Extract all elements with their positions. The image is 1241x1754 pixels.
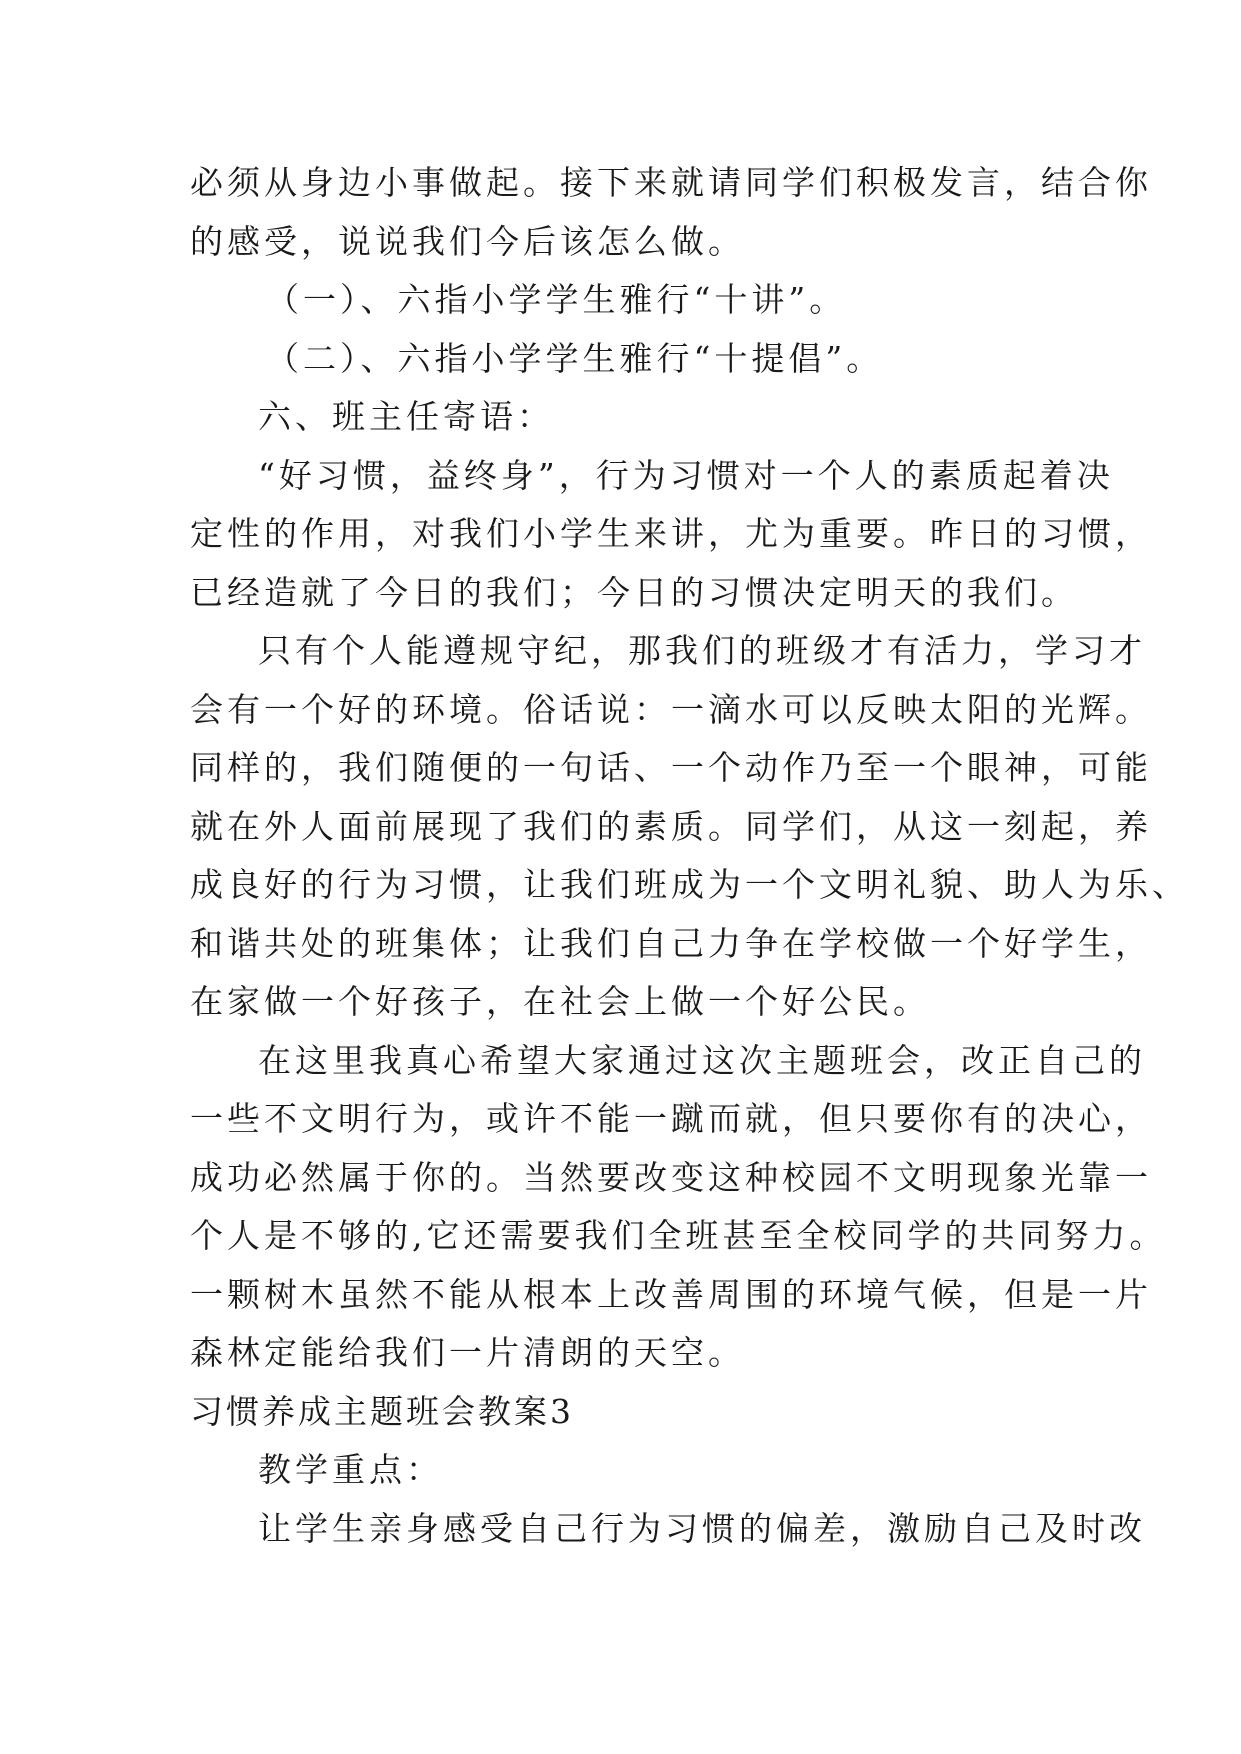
text-line: “好习惯，益终身”，行为习惯对一个人的素质起着决 <box>258 455 1114 495</box>
text-line: 在家做一个好孩子，在社会上做一个好公民。 <box>190 982 930 1021</box>
document-heading: 习惯养成主题班会教案3 <box>190 1391 574 1431</box>
section-heading: 六、班主任寄语： <box>258 397 554 436</box>
text-line: 已经造就了今日的我们；今日的习惯决定明天的我们。 <box>190 572 1078 612</box>
text-line: 成良好的行为习惯，让我们班成为一个文明礼貌、助人为乐、 <box>190 865 1189 904</box>
text-line: 森林定能给我们一片清朗的天空。 <box>190 1333 745 1372</box>
text-line: 让学生亲身感受自己行为习惯的偏差，激励自己及时改 <box>258 1508 1146 1548</box>
list-item: （二）、六指小学学生雅行“十提倡”。 <box>266 338 884 378</box>
text-line: 必须从身边小事做起。接下来就请同学们积极发言，结合你 <box>190 163 1152 202</box>
text-line: 在这里我真心希望大家通过这次主题班会，改正自己的 <box>258 1040 1146 1080</box>
text-line: 的感受，说说我们今后该怎么做。 <box>190 221 745 261</box>
list-item: （一）、六指小学学生雅行“十讲”。 <box>266 280 847 319</box>
section-heading: 教学重点： <box>258 1450 443 1489</box>
text-line: 只有个人能遵规守纪，那我们的班级才有活力，学习才 <box>258 631 1146 670</box>
text-line: 会有一个好的环境。俗话说：一滴水可以反映太阳的光辉。 <box>190 689 1152 729</box>
text-line: 就在外人面前展现了我们的素质。同学们，从这一刻起，养 <box>190 806 1152 846</box>
text-line: 一颗树木虽然不能从根本上改善周围的环境气候，但是一片 <box>190 1274 1152 1314</box>
text-line: 定性的作用，对我们小学生来讲，尤为重要。昨日的习惯， <box>190 514 1152 553</box>
text-line: 和谐共处的班集体；让我们自己力争在学校做一个好学生， <box>190 923 1152 963</box>
text-line: 一些不文明行为，或许不能一蹴而就，但只要你有的决心， <box>190 1099 1152 1138</box>
text-line: 成功必然属于你的。当然要改变这种校园不文明现象光靠一 <box>190 1157 1152 1197</box>
document-body <box>190 154 1189 1558</box>
text-line: 同样的，我们随便的一句话、一个动作乃至一个眼神，可能 <box>190 748 1152 787</box>
text-line: 个人是不够的,它还需要我们全班甚至全校同学的共同努力。 <box>190 1216 1167 1255</box>
